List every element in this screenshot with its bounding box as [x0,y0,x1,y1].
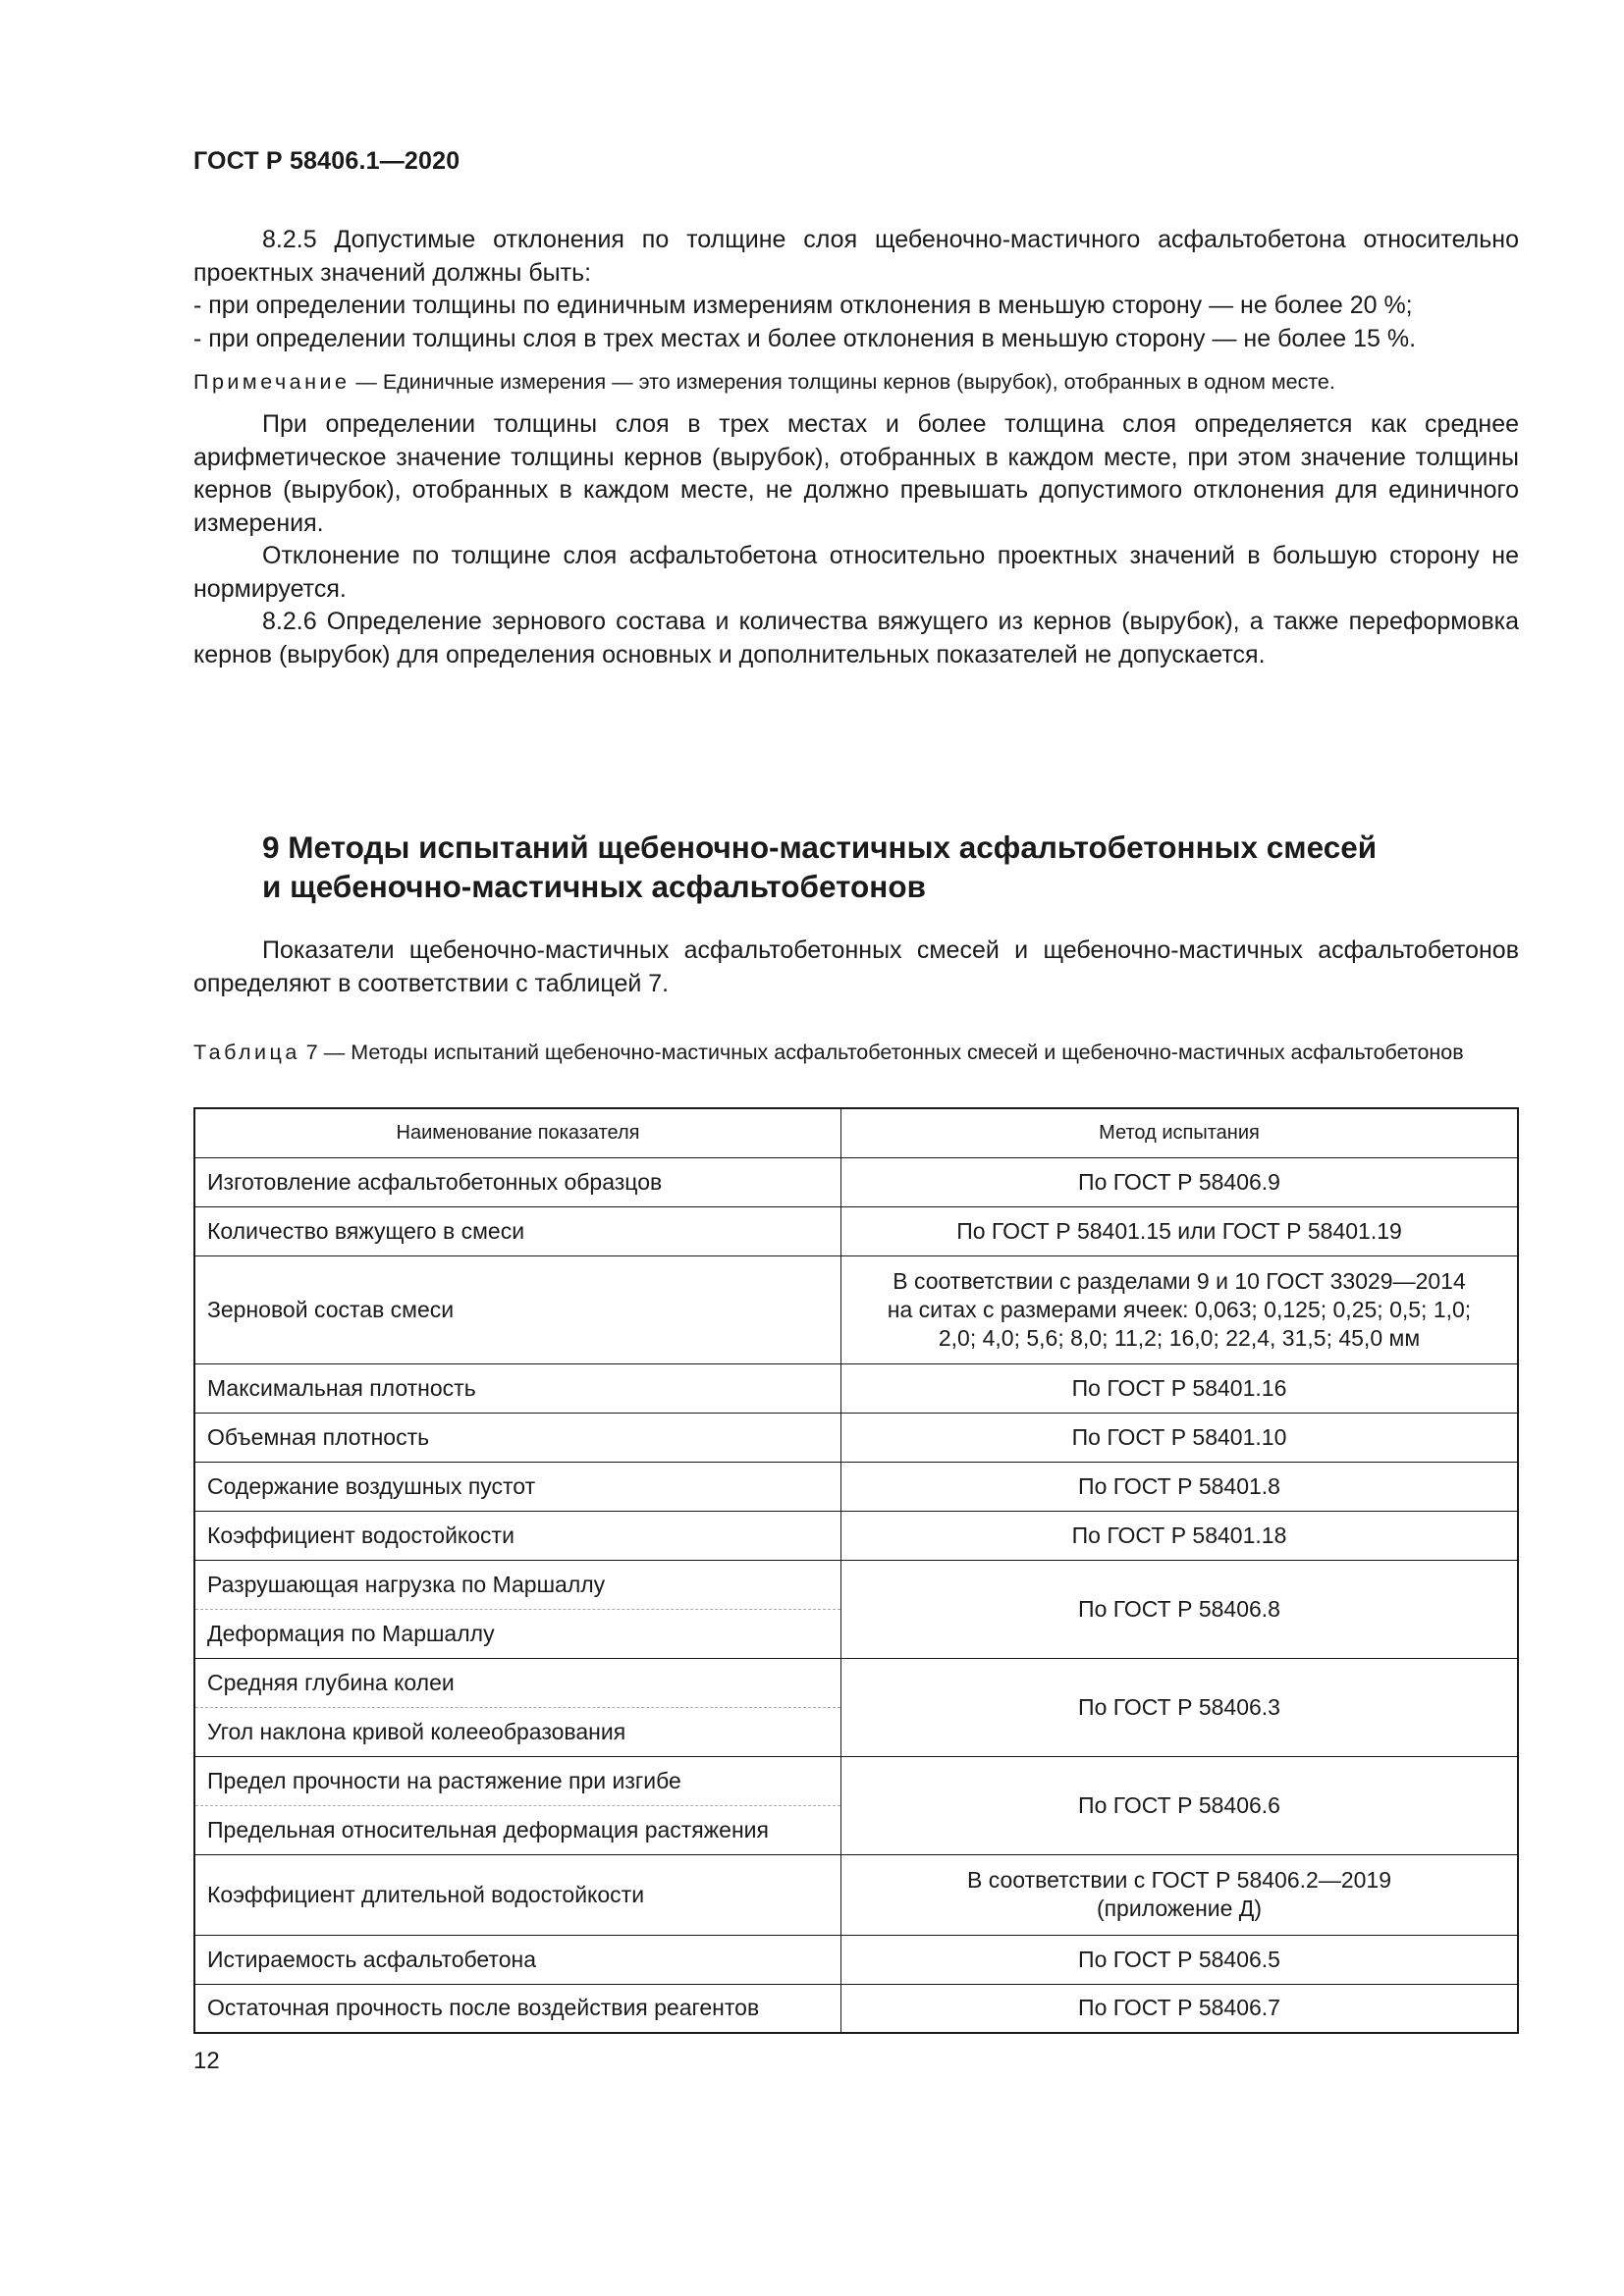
table-caption-label: Таблица [193,1041,300,1064]
note-text: — Единичные измерения — это измерения толщины кернов (вырубок), отобранных в одном месте. [350,370,1335,394]
indicator-name: Зерновой состав смеси [194,1255,841,1363]
test-method: По ГОСТ Р 58406.8 [841,1560,1519,1658]
paragraph-upper-deviation: Отклонение по толщине слоя асфальтобетона относительно проектных значений в большую сторону не нормируется. [193,542,1519,603]
indicator-name: Остаточная прочность после воздействия реагентов [194,1984,841,2033]
indicator-name: Истираемость асфальтобетона [194,1935,841,1984]
test-method: По ГОСТ Р 58401.15 или ГОСТ Р 58401.19 [841,1206,1519,1255]
test-method-line: В соответствии с ГОСТ Р 58406.2—2019 [967,1867,1391,1893]
section-8-body [193,224,1519,671]
test-method-line: (приложение Д) [1096,1896,1263,1921]
test-method [841,1255,1519,1363]
table-row [194,1363,1518,1413]
test-method-line: 2,0; 4,0; 5,6; 8,0; 11,2; 16,0; 22,4, 31,5; 45,0 мм [938,1324,1421,1351]
indicator-name: Предельная относительная деформация растяжения [194,1805,841,1854]
list-item-three-places: - при определении толщины слоя в трех местах и более отклонения в меньшую сторону — не более 15 %. [193,324,1417,352]
test-method-line: В соответствии с разделами 9 и 10 ГОСТ 33029—2014 [893,1267,1466,1294]
indicator-name: Предел прочности на растяжение при изгибе [194,1756,841,1805]
test-method: По ГОСТ Р 58401.10 [841,1413,1519,1462]
table-row [194,1658,1518,1707]
indicator-name: Количество вяжущего в смеси [194,1206,841,1255]
table-row [194,1756,1518,1805]
indicator-name: Содержание воздушных пустот [194,1462,841,1511]
section-9-intro: Показатели щебеночно-мастичных асфальтобетонных смесей и щебеночно-мастичных асфальтобетонов определяют в соответствии с таблицей 7. [193,936,1519,997]
table-row [194,1984,1518,2033]
list-item-single-measurement: - при определении толщины по единичным измерениям отклонения в меньшую сторону — не более 20 %; [193,292,1413,319]
methods-table [193,1107,1519,2034]
indicator-name: Угол наклона кривой колееобразования [194,1707,841,1756]
paragraph-8-2-5: 8.2.5 Допустимые отклонения по толщине слоя щебеночно-мастичного асфальтобетона относительно проектных значений должны быть: [193,226,1519,287]
test-method: По ГОСТ Р 58401.18 [841,1511,1519,1560]
note-label: Примечание [193,370,351,394]
paragraph-average-thickness: При определении толщины слоя в трех местах и более толщина слоя определяется как среднее арифметическое значение толщины кернов (вырубок), отобранных в каждом месте, при этом значение толщины кернов (вырубок), отобранных в каждом месте, не должно превышать допустимого отклонения для единичного измерения. [193,410,1519,537]
section-9-title [262,828,1519,906]
indicator-name: Изготовление асфальтобетонных образцов [194,1157,841,1206]
table-row [194,1206,1518,1255]
table-row [194,1854,1518,1935]
column-header-method: Метод испытания [841,1108,1519,1157]
table-caption-text: 7 — Методы испытаний щебеночно-мастичных асфальтобетонных смесей и щебеночно-мастичных асфальтобетонов [299,1041,1464,1064]
table-row [194,1255,1518,1363]
document-header: ГОСТ Р 58406.1—2020 [193,147,460,175]
indicator-name: Максимальная плотность [194,1363,841,1413]
test-method: По ГОСТ Р 58401.16 [841,1363,1519,1413]
test-method [841,1854,1519,1935]
test-method: По ГОСТ Р 58406.7 [841,1984,1519,2033]
indicator-name: Разрушающая нагрузка по Маршаллу [194,1560,841,1609]
table-row [194,1157,1518,1206]
section-9-title-line-2: и щебеночно-мастичных асфальтобетонов [262,869,926,904]
table-row [194,1511,1518,1560]
indicator-name: Средняя глубина колеи [194,1658,841,1707]
table-row [194,1560,1518,1609]
note [193,367,1519,397]
test-method-line: на ситах с размерами ячеек: 0,063; 0,125; 0,25; 0,5; 1,0; [887,1296,1472,1322]
indicator-name: Коэффициент длительной водостойкости [194,1854,841,1935]
test-method: По ГОСТ Р 58406.3 [841,1658,1519,1756]
section-9-title-line-1: 9 Методы испытаний щебеночно-мастичных асфальтобетонных смесей [262,829,1378,865]
paragraph-8-2-6: 8.2.6 Определение зернового состава и количества вяжущего из кернов (вырубок), а также переформовка кернов (вырубок) для определения основных и дополнительных показателей не допускается. [193,608,1519,668]
table-row [194,1935,1518,1984]
column-header-name: Наименование показателя [194,1108,841,1157]
page-number: 12 [193,2048,220,2074]
test-method: По ГОСТ Р 58406.9 [841,1157,1519,1206]
table-header-row [194,1108,1518,1157]
test-method: По ГОСТ Р 58406.5 [841,1935,1519,1984]
test-method: По ГОСТ Р 58401.8 [841,1462,1519,1511]
table-row [194,1462,1518,1511]
table-row [194,1413,1518,1462]
indicator-name: Деформация по Маршаллу [194,1609,841,1658]
indicator-name: Коэффициент водостойкости [194,1511,841,1560]
test-method: По ГОСТ Р 58406.6 [841,1756,1519,1854]
indicator-name: Объемная плотность [194,1413,841,1462]
table-caption [193,1039,1519,1066]
